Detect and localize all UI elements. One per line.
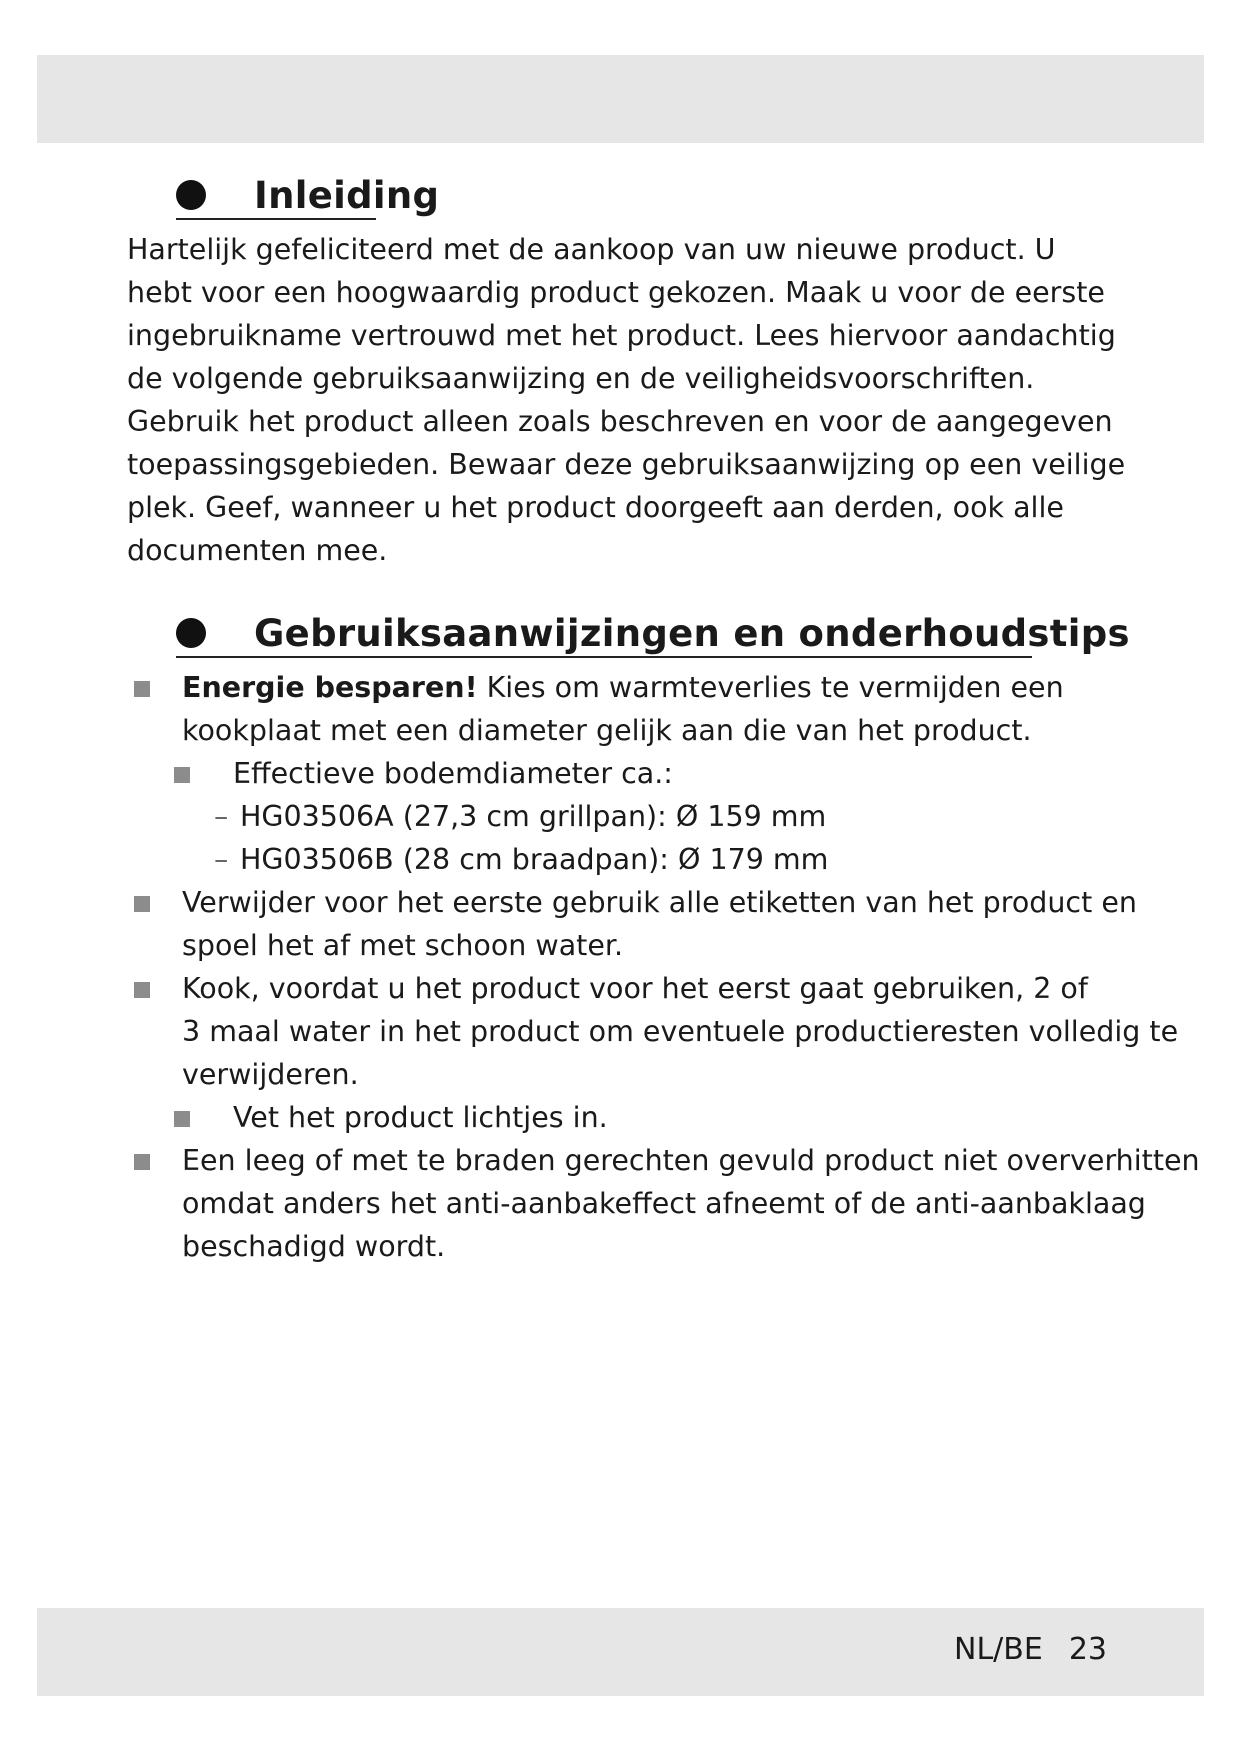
model-a-line: – HG03506A (27,3 cm grillpan): Ø 159 mm xyxy=(214,800,827,833)
square-bullet-icon xyxy=(134,896,150,912)
square-bullet-icon xyxy=(134,1154,150,1170)
list-item-remove-labels: Verwijder voor het eerste gebruik alle etiketten van het product en spoel het af met schoon water. xyxy=(182,881,1137,967)
page-footer xyxy=(954,1628,1107,1672)
footer-language: NL/BE xyxy=(954,1632,1043,1667)
section-title: Inleiding xyxy=(254,174,440,217)
section-title: Gebruiksaanwijzingen en onderhoudstips xyxy=(254,612,1130,655)
paragraph-line: documenten mee. xyxy=(127,534,388,567)
list-item-diameter: Effectieve bodemdiameter ca.: xyxy=(233,752,673,795)
paragraph-line: Gebruik het product alleen zoals beschreven en voor de aangegeven xyxy=(127,405,1113,438)
square-bullet-icon xyxy=(174,767,190,783)
intro-paragraph xyxy=(127,228,1127,572)
paragraph-line: de volgende gebruiksaanwijzing en de veiligheidsvoorschriften. xyxy=(127,362,1035,395)
heading-underline xyxy=(176,656,1032,658)
page-number: 23 xyxy=(1068,1632,1107,1667)
list-item-boil-water: Kook, voordat u het product voor het eerst gaat gebruiken, 2 of 3 maal water in het product om eventuele productieresten volledig te verwijderen. xyxy=(182,967,1178,1096)
square-bullet-icon xyxy=(134,681,150,697)
list-item-grease: Vet het product lichtjes in. xyxy=(233,1096,608,1139)
paragraph-line: hebt voor een hoogwaardig product gekozen. Maak u voor de eerste xyxy=(127,276,1105,309)
model-b-line: – HG03506B (28 cm braadpan): Ø 179 mm xyxy=(214,843,829,876)
paragraph-line: ingebruikname vertrouwd met het product. Lees hiervoor aandachtig xyxy=(127,319,1116,352)
square-bullet-icon xyxy=(134,982,150,998)
bullet-dot-icon xyxy=(176,180,206,210)
heading-underline xyxy=(176,218,376,220)
square-bullet-icon xyxy=(174,1111,190,1127)
energy-bold-label: Energie besparen! xyxy=(182,671,478,704)
paragraph-line: Hartelijk gefeliciteerd met de aankoop van uw nieuwe product. U xyxy=(127,233,1056,266)
header-band xyxy=(37,55,1204,143)
paragraph-line: plek. Geef, wanneer u het product doorgeeft aan derden, ook alle xyxy=(127,491,1064,524)
paragraph-line: toepassingsgebieden. Bewaar deze gebruiksaanwijzing op een veilige xyxy=(127,448,1126,481)
list-item-overheat: Een leeg of met te braden gerechten gevuld product niet oververhitten omdat anders het anti-aanbakeffect afneemt of de anti-aanbaklaag beschadigd wordt. xyxy=(182,1139,1200,1268)
list-item-energy: Energie besparen! Kies om warmteverlies te vermijden een kookplaat met een diameter gelijk aan die van het product. xyxy=(182,666,1064,752)
bullet-dot-icon xyxy=(176,618,206,648)
